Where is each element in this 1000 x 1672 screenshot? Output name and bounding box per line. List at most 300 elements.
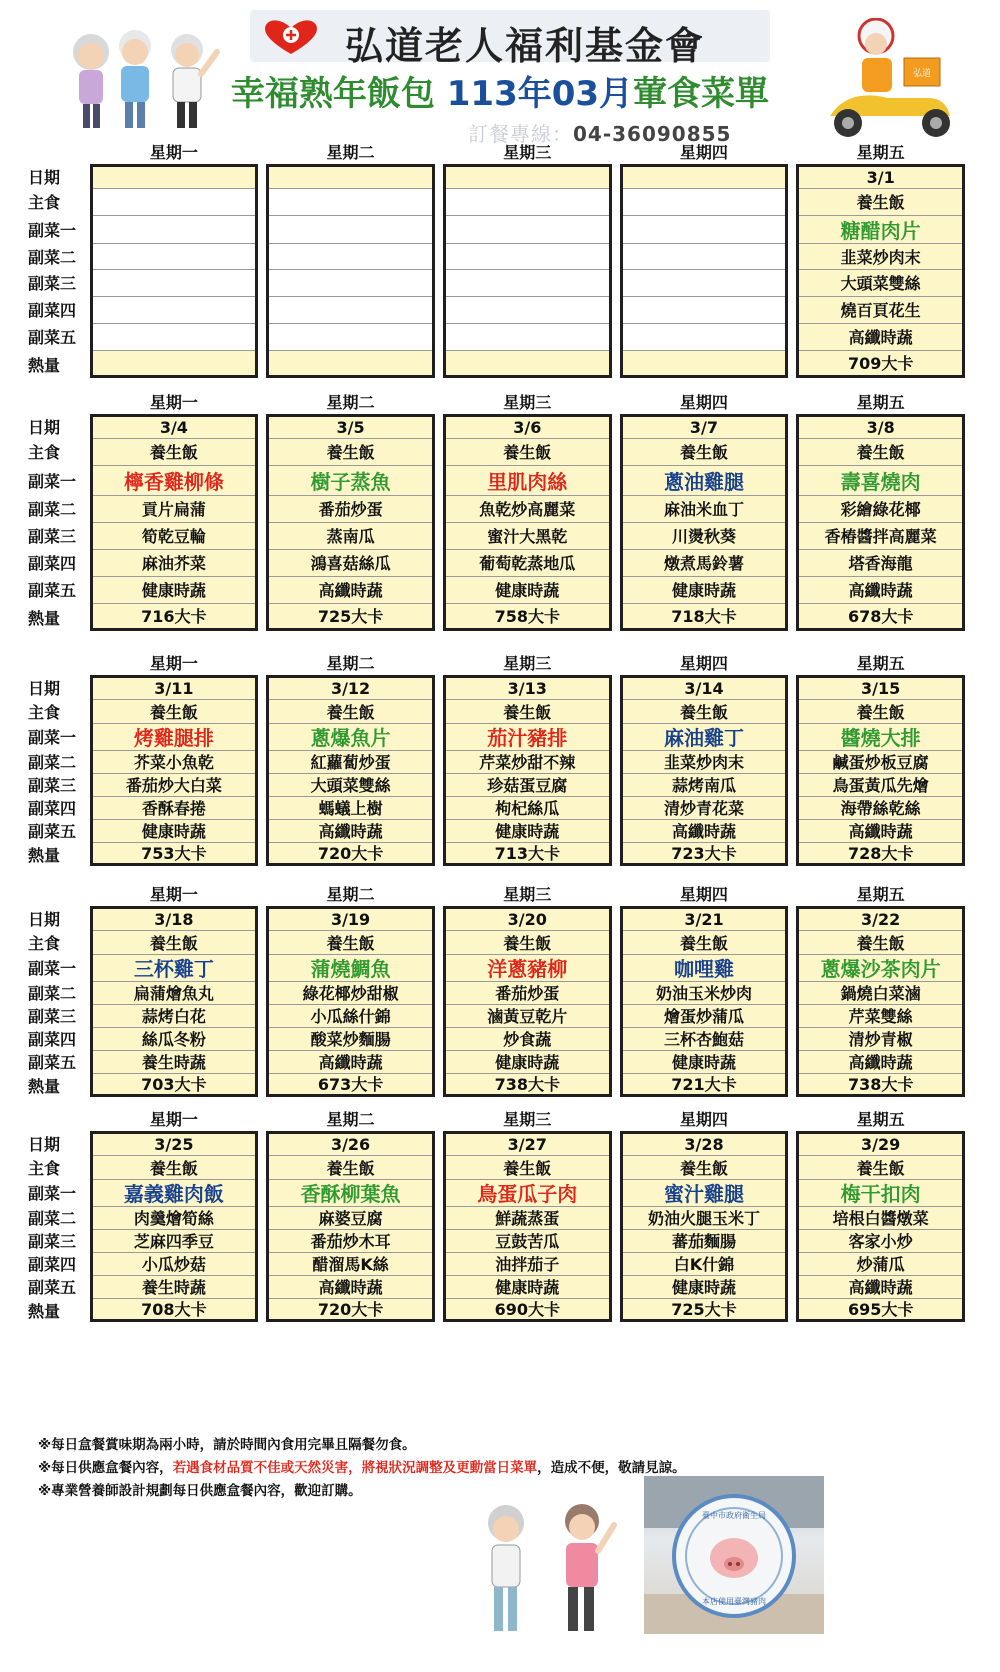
menu-cell-date	[620, 164, 789, 188]
menu-cell-side5: 健康時蔬	[443, 819, 612, 842]
menu-cell-date: 3/12	[266, 675, 435, 699]
menu-cell-side4: 油拌茄子	[443, 1252, 612, 1275]
row-label: 副菜五	[28, 1278, 77, 1297]
menu-cell-side5: 健康時蔬	[90, 819, 259, 842]
menu-cell-date	[90, 164, 259, 188]
menu-cell-side2: 芹菜炒甜不辣	[443, 750, 612, 773]
menu-row-main	[28, 465, 973, 495]
row-label: 熱量	[28, 1301, 61, 1321]
menu-cell-kcal: 723大卡	[620, 842, 789, 866]
weekday-header: 星期二	[326, 393, 375, 412]
menu-row-side4	[28, 549, 973, 576]
menu-cell-side3: 筍乾豆輪	[90, 522, 259, 549]
menu-cell-date: 3/29	[796, 1131, 965, 1155]
menu-cell-date: 3/15	[796, 675, 965, 699]
main-dish-cell: 咖哩雞	[620, 954, 789, 981]
note-2-highlight: 若遇食材品質不佳或天然災害，將視狀況調整及更動當日菜單	[172, 1460, 538, 1476]
pork-badge-icon	[644, 1476, 824, 1634]
row-label: 副菜五	[28, 822, 77, 841]
row-label: 副菜一	[28, 959, 77, 978]
menu-cell-side4: 塔香海龍	[796, 549, 965, 576]
row-label: 熱量	[28, 355, 61, 375]
menu-row-date	[28, 1131, 973, 1155]
row-label: 副菜一	[28, 1184, 77, 1203]
menu-cell-kcal: 725大卡	[266, 603, 435, 631]
main-dish-cell: 蔥油雞腿	[620, 465, 789, 495]
menu-cell-side3: 燴蛋炒蒲瓜	[620, 1004, 789, 1027]
row-label: 副菜四	[28, 799, 77, 818]
menu-cell-side4: 白K什錦	[620, 1252, 789, 1275]
menu-cell-side2: 麻婆豆腐	[266, 1206, 435, 1229]
menu-row-side2	[28, 495, 973, 522]
foundation-logo-icon	[260, 16, 322, 56]
menu-cell-kcal: 728大卡	[796, 842, 965, 866]
weekday-header-row	[28, 653, 973, 675]
row-label: 副菜一	[28, 728, 77, 747]
menu-row-side3	[28, 1229, 973, 1252]
menu-row-main	[28, 723, 973, 750]
menu-cell-side4: 螞蟻上樹	[266, 796, 435, 819]
weekday-header: 星期五	[856, 654, 905, 673]
week-block	[28, 884, 973, 1097]
menu-cell-side4: 麻油芥菜	[90, 549, 259, 576]
menu-cell-kcal: 690大卡	[443, 1298, 612, 1322]
menu-cell-side4: 小瓜炒菇	[90, 1252, 259, 1275]
delivery-scooter-illustration	[818, 18, 968, 143]
menu-cell-kcal: 703大卡	[90, 1073, 259, 1097]
menu-cell-kcal: 725大卡	[620, 1298, 789, 1322]
menu-cell-side2	[90, 243, 259, 269]
weekday-header: 星期二	[326, 654, 375, 673]
row-label: 副菜一	[28, 471, 77, 491]
menu-cell-side4: 炒蒲瓜	[796, 1252, 965, 1275]
menu-row-date	[28, 414, 973, 438]
row-label: 日期	[28, 909, 61, 929]
menu-row-staple	[28, 1155, 973, 1179]
menu-cell-side4: 鴻喜菇絲瓜	[266, 549, 435, 576]
main-dish-cell: 醬燒大排	[796, 723, 965, 750]
menu-cell-side4	[90, 296, 259, 323]
menu-cell-side3: 蒜烤白花	[90, 1004, 259, 1027]
menu-cell-side5: 健康時蔬	[620, 576, 789, 603]
menu-cell-date: 3/4	[90, 414, 259, 438]
menu-cell-staple	[620, 188, 789, 215]
menu-cell-side3: 蜜汁大黑乾	[443, 522, 612, 549]
main-dish-cell: 檸香雞柳條	[90, 465, 259, 495]
row-label: 副菜二	[28, 753, 77, 772]
menu-cell-side5	[443, 323, 612, 350]
weekday-header: 星期五	[856, 1110, 905, 1129]
menu-cell-side4: 清炒青椒	[796, 1027, 965, 1050]
menu-row-side5	[28, 819, 973, 842]
menu-cell-side5: 健康時蔬	[620, 1050, 789, 1073]
row-label: 副菜二	[28, 247, 77, 267]
menu-cell-side2: 芥菜小魚乾	[90, 750, 259, 773]
main-dish-cell: 梅干扣肉	[796, 1179, 965, 1206]
weekday-header: 星期三	[503, 1110, 552, 1129]
menu-row-kcal	[28, 842, 973, 866]
weekday-header: 星期四	[679, 393, 728, 412]
menu-cell-side5: 高纖時蔬	[266, 1275, 435, 1298]
main-dish-cell: 嘉義雞肉飯	[90, 1179, 259, 1206]
menu-cell-side2: 韭菜炒肉末	[796, 243, 965, 269]
main-dish-cell	[266, 215, 435, 243]
note-2	[38, 1457, 686, 1480]
weekday-header: 星期一	[149, 143, 198, 162]
menu-cell-kcal: 709大卡	[796, 350, 965, 378]
main-dish-cell	[443, 215, 612, 243]
menu-cell-side3: 豆鼓苦瓜	[443, 1229, 612, 1252]
menu-cell-side2: 韭菜炒肉末	[620, 750, 789, 773]
main-dish-cell: 三杯雞丁	[90, 954, 259, 981]
menu-cell-date: 3/1	[796, 164, 965, 188]
menu-cell-date: 3/22	[796, 906, 965, 930]
menu-cell-staple: 養生飯	[266, 930, 435, 954]
menu-cell-date: 3/21	[620, 906, 789, 930]
menu-cell-side3: 珍菇蛋豆腐	[443, 773, 612, 796]
weekday-header: 星期三	[503, 654, 552, 673]
menu-row-staple	[28, 438, 973, 465]
menu-cell-kcal: 738大卡	[796, 1073, 965, 1097]
menu-cell-side5: 高纖時蔬	[266, 576, 435, 603]
main-dish-cell: 香酥柳葉魚	[266, 1179, 435, 1206]
menu-row-side3	[28, 269, 973, 296]
title-part-a: 幸福熟年飯包	[230, 74, 435, 114]
menu-cell-staple: 養生飯	[266, 1155, 435, 1179]
menu-cell-kcal: 720大卡	[266, 1298, 435, 1322]
notes	[38, 1434, 686, 1503]
row-label: 日期	[28, 417, 61, 437]
menu-row-side5	[28, 1275, 973, 1298]
note-3: ※專業營養師設計規劃每日供應盒餐內容，歡迎訂購。	[38, 1483, 362, 1499]
row-label: 副菜三	[28, 527, 77, 546]
menu-cell-staple: 養生飯	[796, 1155, 965, 1179]
header	[0, 0, 1000, 150]
weekday-header-row	[28, 392, 973, 414]
row-label: 副菜四	[28, 1255, 77, 1274]
row-label: 副菜四	[28, 554, 77, 573]
main-dish-cell: 鳥蛋瓜子肉	[443, 1179, 612, 1206]
menu-cell-side4	[443, 296, 612, 323]
main-dish-cell: 糖醋肉片	[796, 215, 965, 243]
weekday-header: 星期二	[326, 143, 375, 162]
weekday-header: 星期四	[679, 654, 728, 673]
main-dish-cell: 蒲燒鯛魚	[266, 954, 435, 981]
menu-cell-kcal	[90, 350, 259, 378]
title-part-b: 113年03月	[446, 74, 634, 114]
menu-cell-side4: 枸杞絲瓜	[443, 796, 612, 819]
menu-cell-kcal: 718大卡	[620, 603, 789, 631]
menu-cell-side3: 番茄炒大白菜	[90, 773, 259, 796]
row-label: 副菜五	[28, 581, 77, 600]
menu-cell-staple: 養生飯	[90, 930, 259, 954]
menu-cell-date: 3/5	[266, 414, 435, 438]
menu-cell-side4	[620, 296, 789, 323]
menu-cell-staple: 養生飯	[443, 930, 612, 954]
menu-cell-side5: 健康時蔬	[443, 1050, 612, 1073]
row-label: 熱量	[28, 845, 61, 865]
row-label: 主食	[28, 443, 61, 462]
menu-cell-side2: 綠花椰炒甜椒	[266, 981, 435, 1004]
menu-cell-date: 3/18	[90, 906, 259, 930]
row-label: 主食	[28, 1158, 61, 1178]
weekday-header: 星期一	[149, 654, 198, 673]
menu-cell-kcal	[620, 350, 789, 378]
menu-cell-staple: 養生飯	[443, 438, 612, 465]
menu-row-date	[28, 906, 973, 930]
menu-cell-side4	[266, 296, 435, 323]
menu-cell-side2: 培根白醬燉菜	[796, 1206, 965, 1229]
menu-cell-staple: 養生飯	[796, 188, 965, 215]
menu-row-side5	[28, 576, 973, 603]
menu-cell-side2: 魚乾炒高麗菜	[443, 495, 612, 522]
row-label: 副菜二	[28, 984, 77, 1003]
menu-cell-staple: 養生飯	[796, 930, 965, 954]
weekday-header-row	[28, 884, 973, 906]
menu-cell-staple: 養生飯	[90, 1155, 259, 1179]
menu-cell-staple: 養生飯	[620, 1155, 789, 1179]
title-part-c: 葷食菜單	[633, 74, 770, 114]
menu-cell-side4: 海帶絲乾絲	[796, 796, 965, 819]
certified-pork-sticker-photo	[644, 1476, 824, 1634]
menu-cell-side3	[266, 269, 435, 296]
menu-row-main	[28, 1179, 973, 1206]
menu-cell-side2: 肉羹燴筍絲	[90, 1206, 259, 1229]
menu-cell-date: 3/27	[443, 1131, 612, 1155]
menu-row-side3	[28, 522, 973, 549]
elderly-couple-illustration	[462, 1495, 632, 1645]
row-label: 副菜四	[28, 301, 77, 320]
menu-cell-kcal	[266, 350, 435, 378]
menu-cell-side3	[90, 269, 259, 296]
note-2-start: ※每日供應盒餐內容，	[38, 1460, 173, 1476]
menu-cell-side2: 奶油火腿玉米丁	[620, 1206, 789, 1229]
menu-cell-side3: 大頭菜雙絲	[266, 773, 435, 796]
main-dish-cell: 里肌肉絲	[443, 465, 612, 495]
main-dish-cell: 蔥爆魚片	[266, 723, 435, 750]
menu-cell-side3: 香椿醬拌高麗菜	[796, 522, 965, 549]
row-label: 副菜三	[28, 776, 77, 795]
menu-cell-side4: 香酥春捲	[90, 796, 259, 819]
menu-row-side4	[28, 296, 973, 323]
menu-cell-date: 3/19	[266, 906, 435, 930]
row-label: 副菜三	[28, 1007, 77, 1026]
menu-row-kcal	[28, 350, 973, 378]
weekday-header: 星期三	[503, 143, 552, 162]
menu-cell-side5: 健康時蔬	[443, 576, 612, 603]
menu-cell-side5	[266, 323, 435, 350]
menu-cell-side5: 健康時蔬	[90, 576, 259, 603]
menu-cell-date	[266, 164, 435, 188]
menu-cell-side2: 貢片扁蒲	[90, 495, 259, 522]
menu-cell-side2	[443, 243, 612, 269]
menu-cell-staple: 養生飯	[266, 699, 435, 723]
menu-cell-side4: 絲瓜冬粉	[90, 1027, 259, 1050]
menu-cell-side3: 小瓜絲什錦	[266, 1004, 435, 1027]
menu-cell-side2	[620, 243, 789, 269]
menu-cell-date: 3/26	[266, 1131, 435, 1155]
menu-row-side5	[28, 1050, 973, 1073]
menu-cell-date: 3/7	[620, 414, 789, 438]
weekday-header: 星期五	[856, 393, 905, 412]
menu-cell-side2: 番茄炒蛋	[443, 981, 612, 1004]
menu-row-side3	[28, 1004, 973, 1027]
menu-cell-side5: 健康時蔬	[620, 1275, 789, 1298]
week-block	[28, 392, 973, 631]
menu-cell-side3	[620, 269, 789, 296]
menu-cell-kcal: 713大卡	[443, 842, 612, 866]
menu-cell-kcal	[443, 350, 612, 378]
row-label: 副菜一	[28, 220, 77, 240]
menu-row-kcal	[28, 1298, 973, 1322]
menu-cell-side4: 清炒青花菜	[620, 796, 789, 819]
row-label: 副菜五	[28, 328, 77, 347]
menu-row-staple	[28, 930, 973, 954]
main-dish-cell: 烤雞腿排	[90, 723, 259, 750]
hotline-number: 04-36090855	[573, 122, 732, 146]
row-label: 日期	[28, 678, 61, 698]
menu-cell-side4: 燉煮馬鈴薯	[620, 549, 789, 576]
row-label: 日期	[28, 1134, 61, 1154]
menu-cell-staple: 養生飯	[266, 438, 435, 465]
org-banner	[250, 10, 770, 68]
weekday-header: 星期三	[503, 885, 552, 904]
menu-cell-date: 3/8	[796, 414, 965, 438]
row-label: 副菜二	[28, 1209, 77, 1228]
menu-cell-side2: 麻油米血丁	[620, 495, 789, 522]
menu-cell-staple: 養生飯	[90, 699, 259, 723]
menu-cell-date	[443, 164, 612, 188]
weekday-header: 星期一	[149, 885, 198, 904]
row-label: 副菜三	[28, 1232, 77, 1251]
week-block	[28, 1109, 973, 1322]
menu-cell-kcal: 695大卡	[796, 1298, 965, 1322]
menu-cell-staple	[90, 188, 259, 215]
menu-cell-staple	[266, 188, 435, 215]
menu-cell-side5: 高纖時蔬	[796, 1050, 965, 1073]
menu-cell-date: 3/11	[90, 675, 259, 699]
row-label: 日期	[28, 167, 61, 187]
menu-cell-date: 3/25	[90, 1131, 259, 1155]
menu-cell-side4: 燒百頁花生	[796, 296, 965, 323]
menu-cell-side2: 奶油玉米炒肉	[620, 981, 789, 1004]
menu-cell-side5: 高纖時蔬	[266, 1050, 435, 1073]
row-label: 主食	[28, 702, 61, 722]
row-label: 副菜二	[28, 500, 77, 519]
menu-cell-staple: 養生飯	[620, 438, 789, 465]
row-label: 主食	[28, 933, 61, 953]
menu-cell-side5: 養生時蔬	[90, 1275, 259, 1298]
badge-bottom-text: 本店使用臺灣豬肉	[702, 1597, 766, 1606]
menu-cell-side3: 蒜烤南瓜	[620, 773, 789, 796]
menu-cell-staple: 養生飯	[90, 438, 259, 465]
weekday-header-row	[28, 142, 973, 164]
week-block	[28, 142, 973, 378]
menu-row-date	[28, 164, 973, 188]
menu-row-staple	[28, 699, 973, 723]
menu-cell-date: 3/13	[443, 675, 612, 699]
menu-cell-side4: 三杯杏鮑菇	[620, 1027, 789, 1050]
menu-cell-side3: 鳥蛋黃瓜先燴	[796, 773, 965, 796]
menu-cell-side3: 蕃茄麵腸	[620, 1229, 789, 1252]
menu-cell-kcal: 708大卡	[90, 1298, 259, 1322]
menu-cell-side3: 大頭菜雙絲	[796, 269, 965, 296]
menu-cell-side2: 鮮蔬蒸蛋	[443, 1206, 612, 1229]
menu-row-side4	[28, 796, 973, 819]
main-dish-cell: 茄汁豬排	[443, 723, 612, 750]
weekday-header: 星期三	[503, 393, 552, 412]
row-label: 副菜五	[28, 1053, 77, 1072]
weekday-header: 星期一	[149, 393, 198, 412]
weekday-header: 星期五	[856, 143, 905, 162]
row-label: 熱量	[28, 608, 61, 628]
menu-cell-side3: 芹菜雙絲	[796, 1004, 965, 1027]
menu-cell-date: 3/20	[443, 906, 612, 930]
menu-row-side2	[28, 981, 973, 1004]
menu-row-main	[28, 954, 973, 981]
weekly-menu	[28, 142, 973, 1322]
menu-cell-kcal: 738大卡	[443, 1073, 612, 1097]
menu-row-kcal	[28, 603, 973, 631]
menu-cell-side5: 健康時蔬	[443, 1275, 612, 1298]
weekday-header-row	[28, 1109, 973, 1131]
menu-cell-side5: 高纖時蔬	[796, 819, 965, 842]
menu-row-side2	[28, 243, 973, 269]
weekday-header: 星期二	[326, 885, 375, 904]
menu-cell-side3: 蒸南瓜	[266, 522, 435, 549]
menu-cell-staple: 養生飯	[620, 930, 789, 954]
menu-cell-side4: 葡萄乾蒸地瓜	[443, 549, 612, 576]
menu-cell-date: 3/28	[620, 1131, 789, 1155]
menu-cell-side5: 高纖時蔬	[266, 819, 435, 842]
menu-cell-side3: 芝麻四季豆	[90, 1229, 259, 1252]
main-dish-cell: 洋蔥豬柳	[443, 954, 612, 981]
menu-row-side5	[28, 323, 973, 350]
weekday-header: 星期二	[326, 1110, 375, 1129]
main-dish-cell	[90, 215, 259, 243]
menu-cell-side4: 醋溜馬K絲	[266, 1252, 435, 1275]
weekday-header: 星期五	[856, 885, 905, 904]
menu-cell-staple: 養生飯	[620, 699, 789, 723]
menu-cell-kcal: 716大卡	[90, 603, 259, 631]
menu-cell-kcal: 753大卡	[90, 842, 259, 866]
main-dish-cell: 蜜汁雞腿	[620, 1179, 789, 1206]
menu-row-side2	[28, 1206, 973, 1229]
menu-cell-side2: 扁蒲燴魚丸	[90, 981, 259, 1004]
weekday-header: 星期四	[679, 143, 728, 162]
menu-cell-side4: 炒食蔬	[443, 1027, 612, 1050]
badge-top-text: 臺中市政府衛生局	[702, 1511, 766, 1520]
menu-row-main	[28, 215, 973, 243]
week-block	[28, 653, 973, 866]
hotline-label: 訂餐專線：	[468, 122, 573, 146]
menu-cell-side5: 高纖時蔬	[796, 576, 965, 603]
menu-cell-side5	[620, 323, 789, 350]
menu-cell-date: 3/6	[443, 414, 612, 438]
menu-cell-staple: 養生飯	[796, 438, 965, 465]
main-dish-cell: 壽喜燒肉	[796, 465, 965, 495]
menu-cell-side2: 彩繪綠花椰	[796, 495, 965, 522]
menu-cell-side3: 滷黃豆乾片	[443, 1004, 612, 1027]
menu-row-side4	[28, 1027, 973, 1050]
menu-cell-kcal: 678大卡	[796, 603, 965, 631]
main-dish-cell: 樹子蒸魚	[266, 465, 435, 495]
menu-cell-side2: 番茄炒蛋	[266, 495, 435, 522]
note-1: ※每日盒餐賞味期為兩小時，請於時間內食用完畢且隔餐勿食。	[38, 1437, 416, 1453]
menu-cell-staple	[443, 188, 612, 215]
main-dish-cell: 麻油雞丁	[620, 723, 789, 750]
menu-cell-side4: 酸菜炒麵腸	[266, 1027, 435, 1050]
